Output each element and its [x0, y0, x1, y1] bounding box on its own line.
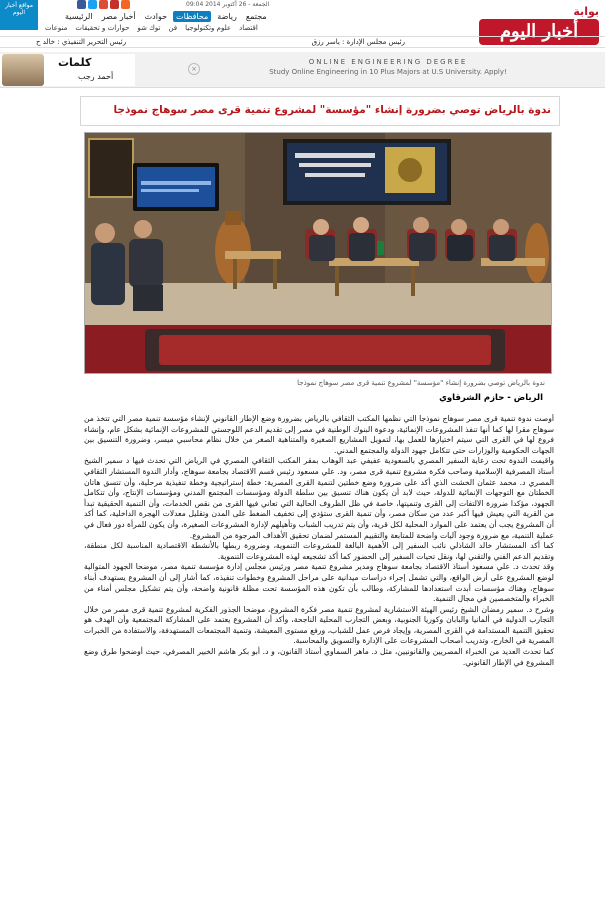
youtube-icon[interactable]: [110, 0, 119, 9]
nav-item-sports[interactable]: رياضة: [217, 12, 237, 21]
nav-item-home[interactable]: الرئيسية: [65, 12, 93, 21]
column-author: أحمد رجب: [78, 72, 114, 81]
article-body: [84, 414, 554, 902]
photo-caption: ندوة بالرياض توصي بضرورة إنشاء "مؤسسة" لمشروع تنمية قرى مصر سوهاج نموذجا: [297, 379, 545, 387]
brand-name: أخبار اليوم: [479, 19, 599, 45]
nav-item-accidents[interactable]: حوادث: [144, 12, 168, 21]
executive-editor: رئيس التحرير التنفيذي : خالد ح: [36, 38, 127, 46]
nav-item-society[interactable]: مجتمع: [245, 12, 267, 21]
nav-item-talk-show[interactable]: توك شو: [137, 24, 161, 32]
ad-text: Study Online Engineering in 10 Plus Majors at U.S University. Apply!: [269, 68, 507, 76]
ad-close-icon[interactable]: ×: [188, 63, 200, 75]
article-paragraph: كما أكد المستشار خالد الشاذلي نائب السفير إلى الأهمية البالغة للمشروعات التنموية، وضرورة ربطها بالأنشطة الاقتصادية المناسبة لكل منطقة، وتقديم الدعم الفني والتقني لها، ونقل تحيات السفير إلى الحضور كما أكد تشجيعه لهذه المشروعات التنموية.: [84, 541, 554, 561]
site-header: [0, 0, 605, 58]
seminar-photo-drawing: [85, 133, 552, 374]
nav-item-egypt-news[interactable]: أخبار مصر: [101, 12, 136, 21]
article-paragraph: وشرح د. سمير رمضان الشيخ رئيس الهيئة الاستشارية لمشروع تنمية مصر فكرة المشروع، موضحا الجذور الفكرية لمشروع تنمية قرى مصر من خلال التجارب الدولية في ألمانيا والبابان وكوريا الجنوبية، وبعض التجارب المحلية الناجحة، وأكد أن المشروع يعتمد على المشاركة المجتمعية وأن الهدف هو تحقيق التنمية المستدامة في القرى المصرية، وإيجاد فرص عمل للشباب، ورفع مستوى المعيشة، وتنمية المجتمعات المستهدفة، والاستفادة من الخبرات المصرية في الخارج، وتدريب أصحاب المشروعات على الإدارة والتسويق والمحاسبة.: [84, 604, 554, 646]
nav-item-misc[interactable]: منوعات: [45, 24, 68, 32]
column-title: كلمات: [58, 56, 92, 69]
nav-item-interviews[interactable]: حوارات و تحقيقات: [75, 24, 130, 32]
nav-item-governorates[interactable]: محافظات: [173, 11, 211, 22]
twitter-icon[interactable]: [88, 0, 97, 9]
secondary-nav: [45, 24, 258, 32]
header-date: الجمعة - 26 أكتوبر 2014 09:04: [186, 1, 270, 8]
social-icons: [77, 0, 130, 9]
banner-strip: [0, 52, 605, 88]
article-title-box: [80, 96, 560, 126]
advertisement[interactable]: [208, 58, 568, 84]
column-promo[interactable]: [0, 54, 135, 86]
sister-sites-logo[interactable]: مواقع أخبار اليوم: [0, 0, 38, 30]
article-byline: الرياض - حازم الشرقاوي: [439, 393, 543, 403]
board-chairman: رئيس مجلس الإدارة : ياسر رزق: [311, 38, 405, 46]
nav-item-art[interactable]: فن: [168, 24, 178, 32]
article-paragraph: وقد تحدث د. علي مسعود أستاذ الاقتصاد بجامعة سوهاج ومدير مشروع تنمية مصر ورئيس مجلس إدارة مؤسسة تنمية مصر، موضحا الجهود المتوالية لوضع المشروع على أرض الواقع، والتي تشمل إجراء دراسات ميدانية على مراحل المشروع وخطوات تنفيذه، كما أشار إلى أن المشروع يستهدف أبناء سوهاج، وهناك مؤسسات أبدت استعدادها للمشاركة، وطالب بأن تكون هذه المؤسسة تحت مظلة قانونية واضحة، وأن يتم تشكيل مجلس أمناء من الخبراء والمتخصصين في مجال التنمية.: [84, 562, 554, 604]
rss-icon[interactable]: [121, 0, 130, 9]
article-paragraph: أوصت ندوة تنمية قرى مصر سوهاج نموذجا التي نظمها المكتب الثقافي بالرياض بضرورة وضع الإطار القانوني لإنشاء مؤسسة تنمية مصر التي تتخذ من سوهاج مقرا لها كما أنها تنفذ المشروعات الإنمائية، ودعوة البنوك الوطنية في مصر إلى تقديم الدعم اللوجستي للمشروعات الإنمائية بشكل عام، وإنشاء فروع لها في القرى التي سيتم اختيارها للعمل بها، لتمويل المشاريع الصغيرة والمتناهية الصغر من خلال نظام محاسبي ميسر، وضرورة التنسيق بين الجهات الحكومية والوزارات حتى تتكامل جهود الدولة والمجتمع المدني.: [84, 414, 554, 455]
editorial-line: [0, 36, 605, 48]
ad-headline: ONLINE ENGINEERING DEGREE: [308, 58, 468, 66]
article-paragraph: واقيمت الندوة تحت رعاية السفير المصري بالسعودية عفيفي عبد الوهاب بمقر المكتب الثقافي المصري في الرياض التي تحدث فيها د سمير الشيخ أستاذ المصرفية الإسلامية وصاحب فكرة مشروع تنمية قرى مصر، ود. علي مسعود رئيس قسم الاقتصاد بجامعة سوهاج، وأدار الندوة المستشار الثقافي المصري د. محمد عثمان الخشت الذي أكد على ضرورة وضع خطتين لتنمية القرى المصرية: خطة إستراتيجية وخطة تنفيذية مرحلية، وأن تتسق هاتان الخطتان مع التوجهات الإنمائية للدولة، حيث لابد أن يكون هناك تنسيق بين سلطة الدولة ومؤسسات المجتمع المدني ومؤسسات الإنتاج، وأن تتكامل الجهود، مؤكدا ضرورة الالتفات إلى القرى وتنميتها، خاصة في ظل الظروف الحالية التي تعاني فيها القرى من نقص الخدمات، وأن التنمية الحقيقية تبدأ من القرية التي يعيش فيها أكبر عدد من سكان مصر، وأن تنمية القرى ستؤدي إلى تخفيف الضغط على المدن وتقليل معدلات الهجرة الداخلية، كما أكد أن المشروع يجب أن يعتمد على الموارد المحلية لكل قرية، وأن يتم تدريب الشباب وتأهيلهم لإدارة المشروعات الصغيرة، وأن يكون للمرأة دور فعال في عملية التنمية، مع ضرورة وجود آليات واضحة للمتابعة والتقييم المستمر لضمان تحقيق الأهداف المرجوة من المشروع.: [84, 456, 554, 540]
nav-item-science[interactable]: علوم وتكنولوجيا: [185, 24, 232, 32]
columnist-photo: [2, 54, 44, 86]
google-plus-icon[interactable]: [99, 0, 108, 9]
nav-item-economy[interactable]: اقتصاد: [239, 24, 258, 32]
main-nav: [62, 11, 270, 22]
brand-label: بوابة: [573, 5, 599, 18]
article-photo[interactable]: [84, 132, 552, 374]
article-title: ندوة بالرياض توصي بضرورة إنشاء "مؤسسة" لمشروع تنمية قرى مصر سوهاج نموذجا: [113, 104, 551, 116]
article-paragraph: كما تحدث العديد من الخبراء المصريين والقانونيين، مثل د. ماهر السماوي أستاذ القانون، و د. أبو بكر هاشم الخبير المصرفي، حيث أوضحوا طرق وضع المشروع في الإطار القانوني.: [84, 647, 554, 667]
facebook-icon[interactable]: [77, 0, 86, 9]
